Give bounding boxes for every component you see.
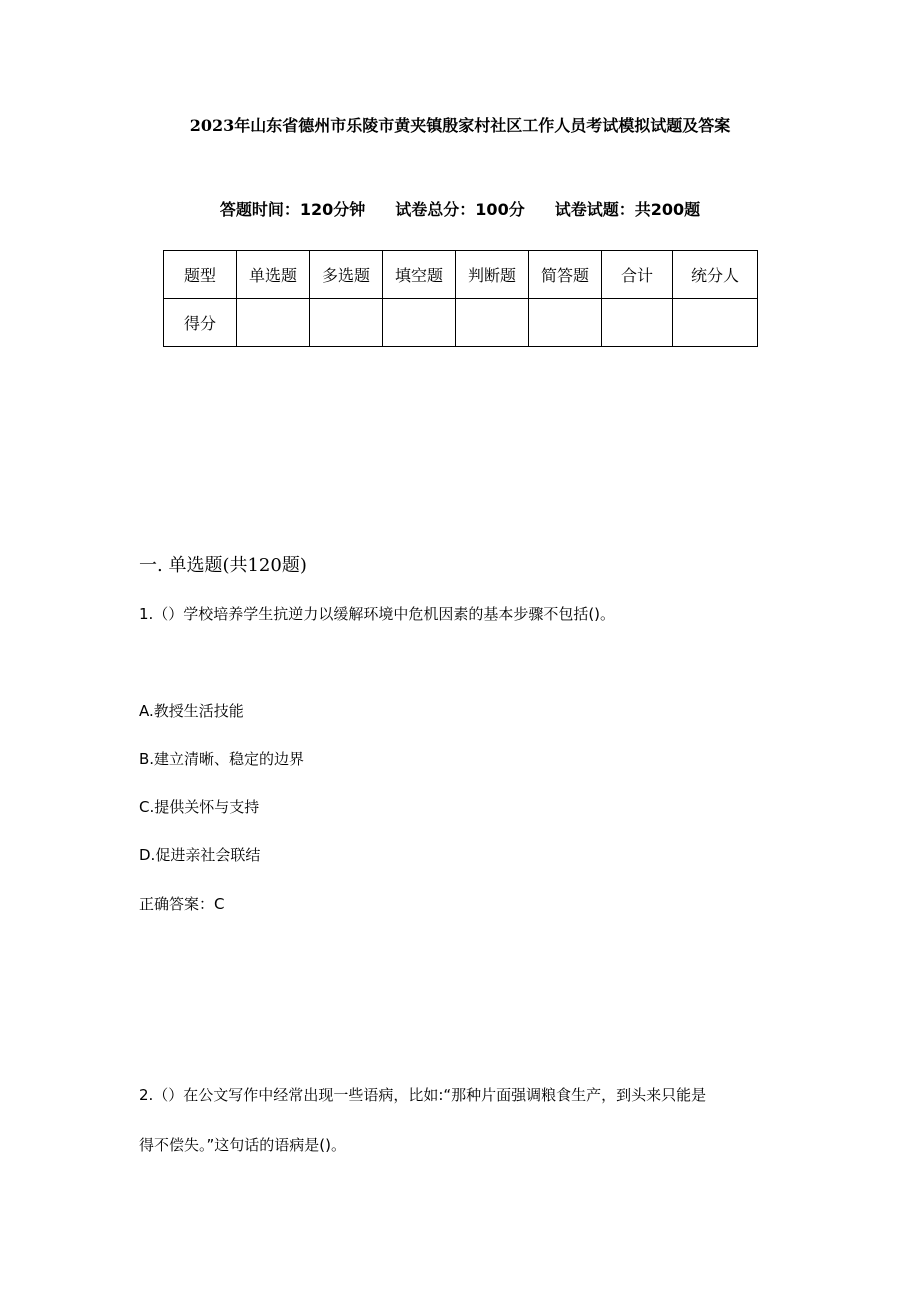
score-cell (602, 299, 673, 347)
section-heading: 一. 单选题(共120题) (139, 555, 307, 576)
question-option: C.提供关怀与支持 (139, 798, 260, 816)
score-table-header-cell: 判断题 (456, 251, 529, 299)
score-table-header-cell: 统分人 (673, 251, 758, 299)
score-table-header-cell: 题型 (164, 251, 237, 299)
score-table-header-cell: 多选题 (310, 251, 383, 299)
question-answer: 正确答案：C (139, 895, 225, 913)
score-cell (383, 299, 456, 347)
score-table-header-cell: 合计 (602, 251, 673, 299)
question-stem-continued: 得不偿失。”这句话的语病是()。 (139, 1136, 346, 1154)
document-title: 2023年山东省德州市乐陵市黄夹镇殷家村社区工作人员考试模拟试题及答案 (189, 116, 731, 135)
score-cell (673, 299, 758, 347)
question-stem: 2.（）在公文写作中经常出现一些语病，比如:“那种片面强调粮食生产，到头来只能是 (139, 1086, 707, 1104)
score-table-header-cell: 简答题 (529, 251, 602, 299)
score-cell (310, 299, 383, 347)
question-stem: 1.（）学校培养学生抗逆力以缓解环境中危机因素的基本步骤不包括()。 (139, 605, 616, 623)
score-row-label: 得分 (164, 299, 237, 347)
score-table (163, 250, 758, 347)
score-table-header-cell: 单选题 (237, 251, 310, 299)
exam-time: 答题时间：120分钟 (219, 200, 366, 219)
question-option: A.教授生活技能 (139, 702, 244, 720)
score-cell (456, 299, 529, 347)
score-table-header-row (164, 251, 758, 299)
score-cell (529, 299, 602, 347)
score-cell (237, 299, 310, 347)
question-option: D.促进亲社会联结 (139, 846, 261, 864)
exam-total-score: 试卷总分：100分 (395, 200, 525, 219)
score-table-header-cell: 填空题 (383, 251, 456, 299)
question-option: B.建立清晰、稳定的边界 (139, 750, 305, 768)
exam-meta (0, 198, 920, 222)
score-table-score-row (164, 299, 758, 347)
exam-question-count: 试卷试题：共200题 (554, 200, 701, 219)
